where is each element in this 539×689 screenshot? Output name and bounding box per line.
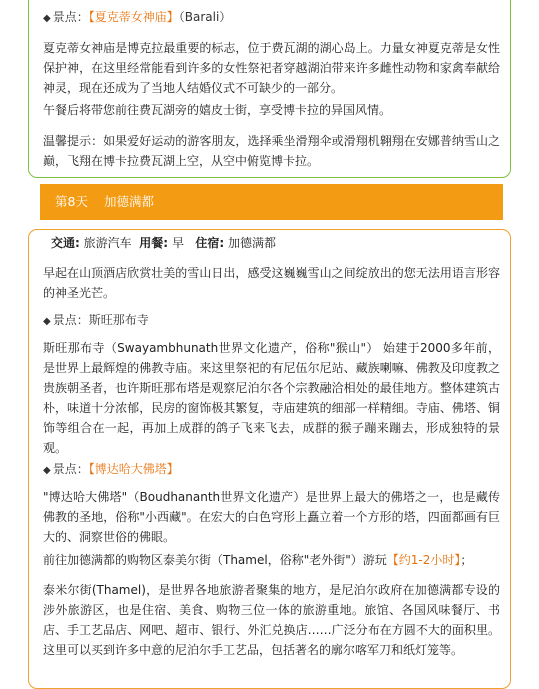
day-title: 加德满都 [103,194,154,209]
day8-paragraph-5: 泰米尔街(Thamel)，是世界各地旅游者聚集的地方，是尼泊尔政府在加德满都专设的涉外旅游区，也是住宿、美食、购物三位一体的旅游重地。旅馆、各国风味餐厅、书店、手工艺品店、网吧、超市、银行、外汇兑换店……广泛分布在方圆不大的面积里。这里可以买到许多中意的尼泊尔手工艺品，包括著名的廓尔喀军刀和纸灯笼等。 [43,583,500,657]
day8-info-row: 交通: 旅游汽车 用餐: 早 住宿: 加德满都 [51,236,277,250]
day8-spot2-heading: ◆ 景点：【博达哈大佛塔】 [43,462,179,476]
spot-highlight-name: 【夏克蒂女神庙】 [88,10,179,24]
day8-paragraph-1: 早起在山顶酒店欣赏壮美的雪山日出，感受这巍巍雪山之间绽放出的您无法用语言形容的神圣光芒。 [43,266,500,300]
spot-highlight-name: 【博达哈大佛塔】 [88,462,179,476]
day8-paragraph-2: 斯旺那布寺（Swayambhunath世界文化遗产，俗称"猴山"） 始建于2000多年前，是世界上最辉煌的佛教寺庙。来这里祭祀的有尼伍尔尼站、藏族喇嘛、佛教及印度教之贵族朝圣者，也许斯旺那布塔是观察尼泊尔各个宗教融洽相处的最佳地方。整体建筑古朴，味道十分浓郁，民房的窗饰极其繁复，寺庙建筑的细部一样精细。寺庙、佛塔、铜饰等组合在一起，再加上成群的鸽子飞来飞去，成群的猴子蹦来蹦去，形成独特的景观。 [43,341,500,455]
duration-highlight: 【约1-2小时】 [386,553,461,567]
diamond-bullet-icon: ◆ [43,465,51,476]
day7-card [28,0,511,178]
day-header-bar [40,184,503,220]
diamond-bullet-icon: ◆ [43,316,51,327]
day7-spot1-heading: ◆ 景点：【夏克蒂女神庙】（Barali） [43,10,232,24]
day7-paragraph-3: 温馨提示：如果爱好运动的游客朋友，选择乘坐滑翔伞或滑翔机翱翔在安娜普纳雪山之巅，飞翔在博卡拉费瓦湖上空，从空中俯览博卡拉。 [43,134,500,168]
day7-paragraph-2: 午餐后将带您前往费瓦湖旁的嬉皮士街，享受博卡拉的异国风情。 [43,103,392,117]
day8-card [28,229,511,689]
day-number-label: 第8天 [55,194,88,209]
day8-paragraph-3: "博达哈大佛塔"（Boudhananth世界文化遗产）是世界上最大的佛塔之一，也是藏传佛教的圣地，俗称"小西藏"。在宏大的白色穹形上矗立着一个方形的塔，四面都画有巨大的、洞察世俗的佛眼。 [43,490,500,544]
diamond-bullet-icon: ◆ [43,13,51,24]
day8-spot1-heading: ◆ 景点：斯旺那布寺 [43,313,149,327]
day8-paragraph-4: 前往加德满都的购物区泰美尔街（Thamel，俗称"老外街"）游玩【约1-2小时】； [43,553,473,567]
day7-paragraph-1: 夏克蒂女神庙是博克拉最重要的标志，位于费瓦湖的湖心岛上。力量女神夏克蒂是女性保护神，在这里经常能看到许多的女性祭祀者穿越湖泊带来许多雌性动物和家禽奉献给神灵，现在还成为了当地人结婚仪式不可缺少的一部分。 [43,41,500,95]
